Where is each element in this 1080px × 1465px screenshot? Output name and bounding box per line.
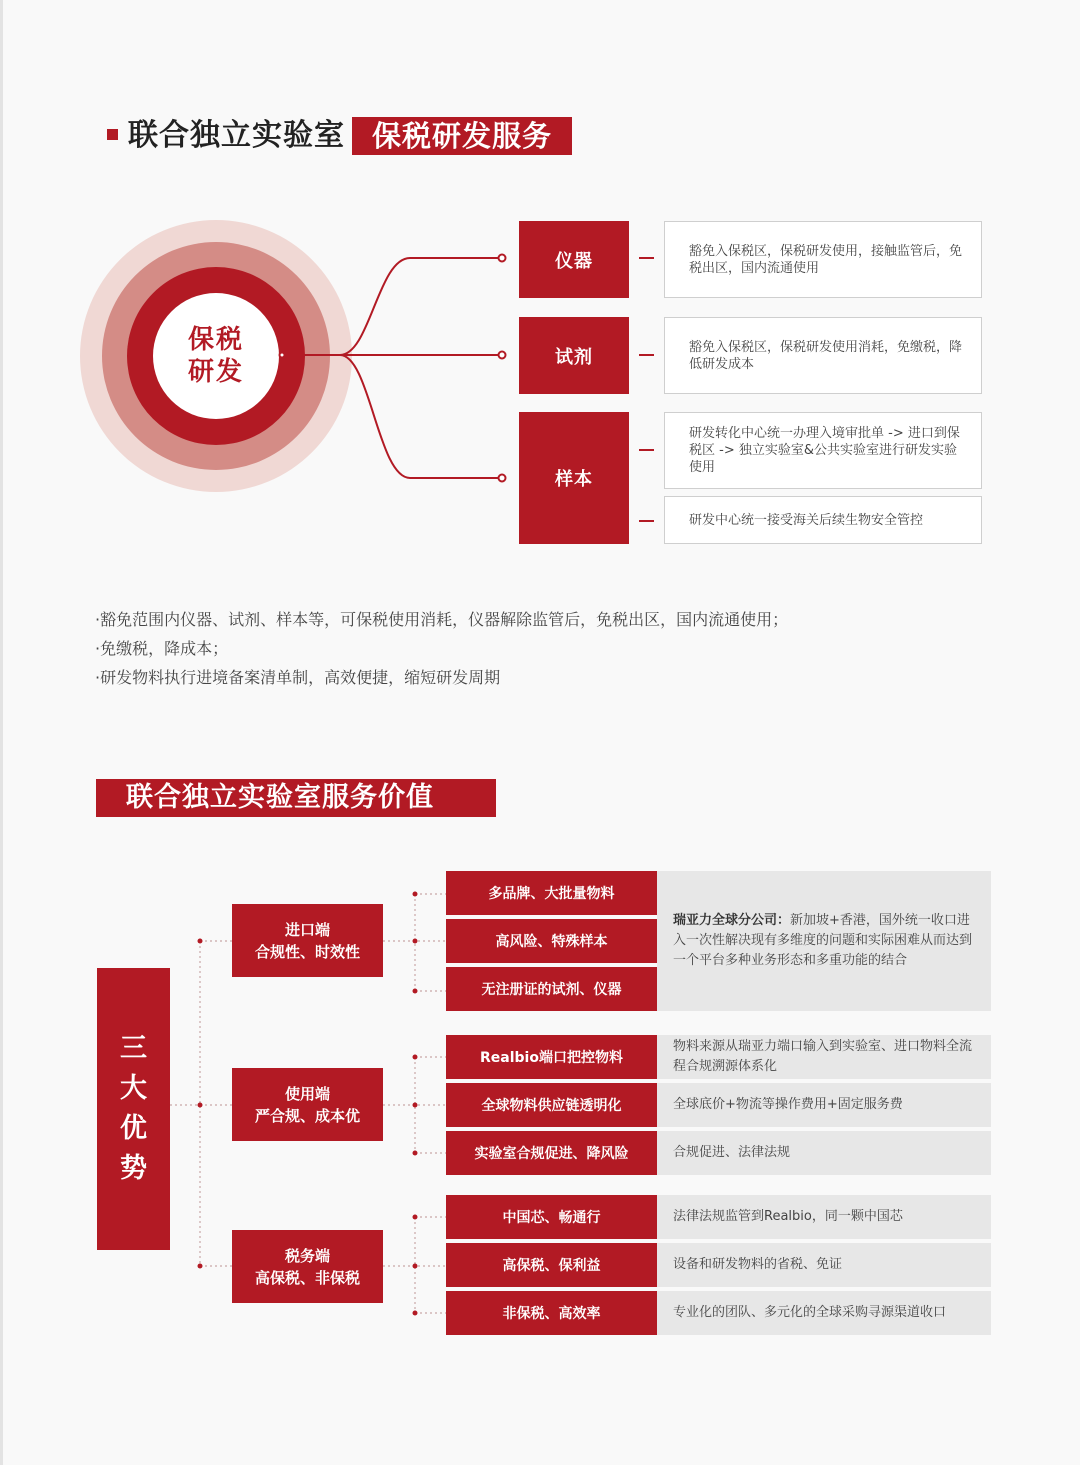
item-tax-3: 非保税、高效率 — [446, 1291, 657, 1335]
center-line2: 研发 — [187, 357, 244, 387]
desc-instrument: 豁免入保税区，保税研发使用，接触监管后，免税出区，国内流通使用 — [664, 221, 982, 298]
center-label — [153, 293, 279, 419]
dash-connector — [639, 354, 654, 356]
item-import-1: 多品牌、大批量物料 — [446, 871, 657, 915]
desc-import: 瑞亚力全球分公司：新加坡+香港，国外统一收口进入一次性解决现有多维度的问题和实际困难从而达到一个平台多种业务形态和多重功能的结合 — [657, 871, 991, 1011]
page-edge — [0, 0, 3, 1465]
section1-title: 联合独立实验室 — [128, 118, 345, 153]
node-dot — [499, 255, 506, 262]
desc-tax-2: 设备和研发物料的省税、免证 — [657, 1243, 991, 1287]
category-instrument: 仪器 — [519, 221, 629, 298]
dash-connector — [639, 257, 654, 259]
dash-connector — [639, 520, 654, 522]
node-dot — [499, 475, 506, 482]
item-usage-1: Realbio端口把控物料 — [446, 1035, 657, 1079]
desc-reagent: 豁免入保税区，保税研发使用消耗，免缴税，降低研发成本 — [664, 317, 982, 394]
root-box-three-advantages: 三 大 优 势 — [97, 968, 170, 1250]
desc-usage-2: 全球底价+物流等操作费用+固定服务费 — [657, 1083, 991, 1127]
bullet-item: ·研发物料执行进境备案清单制，高效便捷，缩短研发周期 — [95, 668, 501, 687]
item-usage-3: 实验室合规促进、降风险 — [446, 1131, 657, 1175]
item-usage-2: 全球物料供应链透明化 — [446, 1083, 657, 1127]
group-import: 进口端 合规性、时效性 — [232, 904, 383, 977]
desc-tax-1: 法律法规监管到Realbio，同一颗中国芯 — [657, 1195, 991, 1239]
group-tax: 税务端 高保税、非保税 — [232, 1230, 383, 1303]
item-import-2: 高风险、特殊样本 — [446, 919, 657, 963]
item-tax-1: 中国芯、畅通行 — [446, 1195, 657, 1239]
bullet-list — [95, 605, 788, 692]
group-usage: 使用端 严合规、成本优 — [232, 1068, 383, 1141]
bullet-item: ·豁免范围内仪器、试剂、样本等，可保税使用消耗，仪器解除监管后，免税出区，国内流通使用； — [95, 610, 789, 629]
center-line1: 保税 — [187, 325, 244, 355]
desc-usage-3: 合规促进、法律法规 — [657, 1131, 991, 1175]
desc-tax-3: 专业化的团队、多元化的全球采购寻源渠道收口 — [657, 1291, 991, 1335]
dash-connector — [639, 449, 654, 451]
section1-title-highlight: 保税研发服务 — [352, 117, 572, 155]
node-dot — [499, 352, 506, 359]
item-import-3: 无注册证的试剂、仪器 — [446, 967, 657, 1011]
heading-square-icon — [107, 129, 118, 140]
desc-sample-2: 研发中心统一接受海关后续生物安全管控 — [664, 496, 982, 544]
item-tax-2: 高保税、保利益 — [446, 1243, 657, 1287]
desc-sample-1: 研发转化中心统一办理入境审批单 -> 进口到保税区 -> 独立实验室&公共实验室进行研发实验使用 — [664, 412, 982, 489]
section2-title: 联合独立实验室服务价值 — [96, 779, 496, 817]
desc-usage-1: 物料来源从瑞亚力端口输入到实验室、进口物料全流程合规溯源体系化 — [657, 1035, 991, 1079]
bullet-item: ·免缴税，降成本； — [95, 639, 229, 658]
category-sample: 样本 — [519, 412, 629, 544]
category-reagent: 试剂 — [519, 317, 629, 394]
